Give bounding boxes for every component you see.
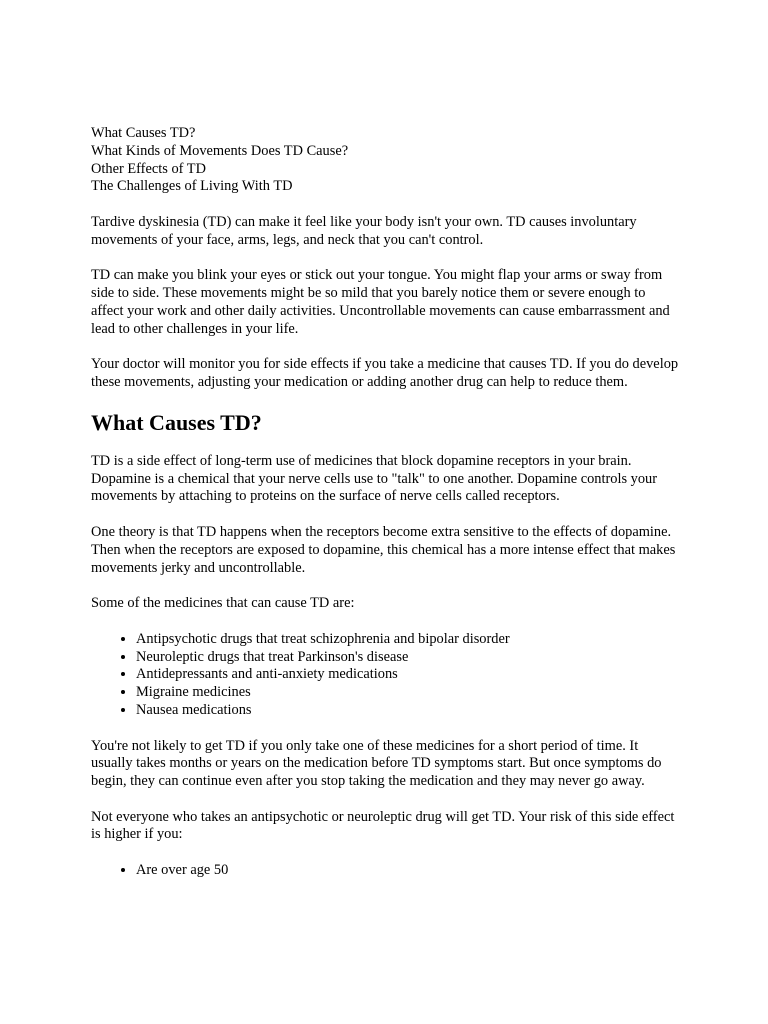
intro-paragraph: TD can make you blink your eyes or stick out your tongue. You might flap your arms or sway from side to side. These movements might be so mild that you barely notice them or severe enough to affect your work and other daily activities. Uncontrollable movements can cause embarrassment and lead to other challenges in your life. [91,267,670,337]
intro-paragraph: Your doctor will monitor you for side effects if you take a medicine that causes TD. If you do develop these movements, adjusting your medication or adding another drug can help to reduce them. [91,356,679,391]
list-item: • Neuroleptic drugs that treat Parkinson's disease [136,649,681,667]
list-item: • Nausea medications [136,702,681,720]
toc-link-what-causes[interactable]: What Causes TD? [91,125,196,141]
medicines-list [91,631,681,720]
risk-factors-list [91,862,681,880]
body-paragraph: You're not likely to get TD if you only take one of these medicines for a short period of time. It usually takes months or years on the medication before TD symptoms start. But once symptoms do begin, they can continue even after you stop taking the medication and they may never go away. [91,737,662,790]
list-item: • Antidepressants and anti-anxiety medications [136,666,681,684]
body-paragraph: TD is a side effect of long-term use of medicines that block dopamine receptors in your brain. Dopamine is a chemical that your nerve cells use to "talk" to one another. Dopamine controls your movements by attaching to proteins on the surface of nerve cells called receptors. [91,452,658,505]
document-page [91,125,681,898]
body-paragraph: Some of the medicines that can cause TD are: [91,595,355,612]
table-of-contents [91,125,681,196]
section-heading-what-causes: What Causes TD? [91,409,262,435]
toc-link-kinds-of-movements[interactable]: What Kinds of Movements Does TD Cause? [91,142,349,159]
body-paragraph: One theory is that TD happens when the receptors become extra sensitive to the effects of dopamine. Then when the receptors are exposed to dopamine, this chemical has a more intense effect that makes movements jerky and uncontrollable. [91,523,676,576]
list-item: • Migraine medicines [136,684,681,702]
list-item: • Are over age 50 [136,862,681,880]
body-paragraph: Not everyone who takes an antipsychotic or neuroleptic drug will get TD. Your risk of this side effect is higher if you: [91,808,675,843]
toc-link-challenges[interactable]: The Challenges of Living With TD [91,178,293,195]
intro-paragraph: Tardive dyskinesia (TD) can make it feel like your body isn't your own. TD causes involuntary movements of your face, arms, legs, and neck that you can't control. [91,213,637,248]
toc-link-other-effects[interactable]: Other Effects of TD [91,160,206,177]
list-item: • Antipsychotic drugs that treat schizophrenia and bipolar disorder [136,631,681,649]
